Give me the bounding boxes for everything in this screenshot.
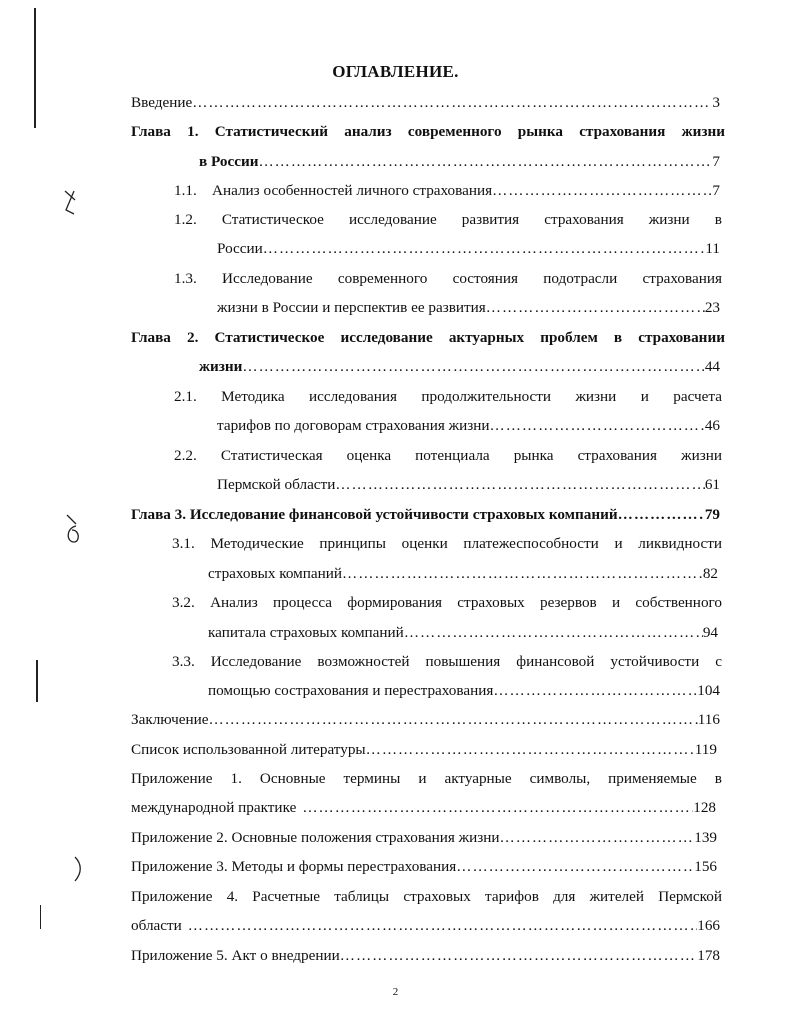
toc-appendix-1-line1: Приложение 1. Основные термины и актуарные символы, применяемые в <box>131 770 722 787</box>
entry-page: 139 <box>694 829 717 846</box>
scan-scribble-mark <box>62 188 78 216</box>
toc-chapter-2-line1: Глава 2. Статистическое исследование актуарных проблем в страховании <box>131 329 725 346</box>
entry-page: 11 <box>705 240 720 257</box>
scan-scribble-mark <box>62 512 82 546</box>
entry-title: капитала страховых компаний <box>208 624 404 641</box>
toc-title: ОГЛАВЛЕНИЕ. <box>332 62 459 81</box>
entry-title: тарифов по договорам страхования жизни <box>217 417 490 434</box>
entry-page: 116 <box>697 711 720 728</box>
entry-page: 46 <box>704 417 720 434</box>
toc-entry-literature <box>131 740 717 760</box>
entry-title: Приложение 3. Методы и формы перестрахования <box>131 858 457 875</box>
toc-chapter-2-line2 <box>199 357 720 377</box>
entry-title: Введение <box>131 94 193 111</box>
entry-page: 82 <box>702 565 718 582</box>
toc-chapter-1-line2 <box>199 152 720 172</box>
entry-title: страховых компаний <box>208 565 343 582</box>
toc-chapter-1-line1: Глава 1. Статистический анализ современного рынка страхования жизни <box>131 123 725 140</box>
entry-page: 3 <box>712 94 720 111</box>
entry-page: 156 <box>694 858 717 875</box>
toc-section-3-1-line1: 3.1. Методические принципы оценки платежеспособности и ликвидности <box>172 535 722 552</box>
entry-page: 104 <box>697 682 720 699</box>
toc-section-3-3-line2 <box>208 681 720 701</box>
toc-section-2-2-line1: 2.2. Статистическая оценка потенциала рынка страхования жизни <box>174 447 722 464</box>
toc-section-2-1-line2 <box>217 416 720 436</box>
toc-section-3-2-line2 <box>208 623 718 643</box>
toc-appendix-4-line2 <box>131 916 720 936</box>
entry-page: 61 <box>704 476 720 493</box>
toc-appendix-1-line2 <box>131 798 716 818</box>
entry-title: помощью сострахования и перестрахования <box>208 682 494 699</box>
entry-page: 94 <box>702 624 718 641</box>
toc-section-2-1-line1: 2.1. Методика исследования продолжительности жизни и расчета <box>174 388 722 405</box>
toc-appendix-5 <box>131 946 720 966</box>
entry-title: России <box>217 240 263 257</box>
entry-page: 44 <box>704 358 720 375</box>
toc-section-1-2-line1: 1.2. Статистическое исследование развития страхования жизни в <box>174 211 722 228</box>
toc-appendix-4-line1: Приложение 4. Расчетные таблицы страховых тарифов для жителей Пермской <box>131 888 722 905</box>
toc-section-1-2-line2 <box>217 239 720 259</box>
entry-title: Анализ особенностей личного страхования <box>212 182 493 199</box>
scan-edge-mark <box>40 905 41 929</box>
toc-section-3-3-line1: 3.3. Исследование возможностей повышения финансовой устойчивости с <box>172 653 722 670</box>
toc-appendix-3 <box>131 857 717 877</box>
scan-edge-mark <box>36 660 38 702</box>
entry-page: 23 <box>704 299 720 316</box>
entry-page: 79 <box>704 506 720 523</box>
toc-appendix-2 <box>131 828 717 848</box>
entry-title: Список использованной литературы <box>131 741 366 758</box>
entry-title: Приложение 5. Акт о внедрении <box>131 947 340 964</box>
toc-section-3-2-line1: 3.2. Анализ процесса формирования страховых резервов и собственного <box>172 594 722 611</box>
entry-page: 7 <box>712 182 720 199</box>
entry-title: Глава 3. Исследование финансовой устойчивости страховых компаний <box>131 506 618 523</box>
toc-section-1-3-line2 <box>217 298 720 318</box>
entry-page: 166 <box>697 917 720 934</box>
toc-entry-conclusion <box>131 710 720 730</box>
entry-title: области <box>131 917 182 934</box>
entry-page: 178 <box>697 947 720 964</box>
toc-section-3-1-line2 <box>208 564 718 584</box>
entry-title: Приложение 2. Основные положения страхования жизни <box>131 829 500 846</box>
entry-title: жизни в России и перспектив ее развития <box>217 299 486 316</box>
entry-page: 7 <box>712 153 720 170</box>
section-number: 1.1. <box>174 182 197 199</box>
toc-section-1-1 <box>174 181 720 201</box>
entry-title: жизни <box>199 358 243 375</box>
entry-page: 128 <box>693 799 716 816</box>
toc-section-2-2-line2 <box>217 475 720 495</box>
scan-scribble-mark <box>72 855 84 883</box>
entry-title: Пермской области <box>217 476 336 493</box>
toc-chapter-3 <box>131 505 720 525</box>
entry-title: в России <box>199 153 259 170</box>
entry-page: 119 <box>694 741 717 758</box>
page-number: 2 <box>392 986 399 998</box>
toc-section-1-3-line1: 1.3. Исследование современного состояния подотрасли страхования <box>174 270 722 287</box>
toc-entry-intro <box>131 93 720 113</box>
entry-title: Заключение <box>131 711 209 728</box>
entry-title: международной практике <box>131 799 297 816</box>
